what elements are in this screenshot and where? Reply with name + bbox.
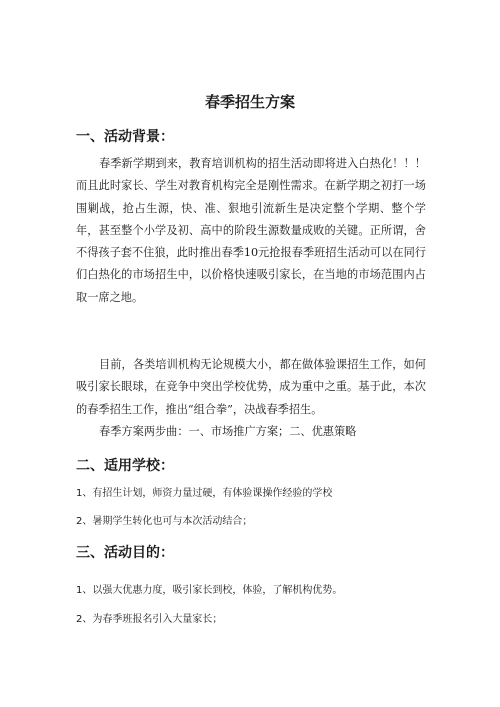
section-heading-objectives: 三、活动目的： [76,545,174,561]
document-title: 春季招生方案 [204,93,295,111]
background-paragraph-1: 春季新学期到来，教育培训机构的招生活动即将进入白热化！！！而且此时家长、学生对教育机构完全是刚性需求。在新学期之初打一场围剿战，抢占生源，快、准、狠地引流新生是决定整个学期、整个学年，甚至整个小学及初、高中的阶段生源数量成败的关键。正所谓，舍不得孩子套不住狼，此时推出春季10元抢报春季班招生活动可以在同行们白热化的市场招生中，以价格快速吸引家长，在当地的市场范围内占取一席之地。 [76,157,426,304]
section-heading-background: 一、活动背景： [76,129,174,145]
applicable-schools-item-1: 1、有招生计划，师资力量过硬，有体验课操作经验的学校 [76,488,333,499]
applicable-schools-item-2: 2、暑期学生转化也可与本次活动结合； [76,516,253,527]
objectives-item-2: 2、为春季班报名引入大量家长； [76,614,223,625]
background-paragraph-2: 目前，各类培训机构无论规模大小，都在做体验课招生工作，如何吸引家长眼球，在竞争中突出学校优势，成为重中之重。基于此，本次的春季招生工作，推出“组合拳”，决战春季招生。 [76,358,426,416]
objectives-item-1: 1、以强大优惠力度，吸引家长到校，体验，了解机构优势。 [76,585,343,596]
background-paragraph-3: 春季方案两步曲：一、市场推广方案；二、优惠策略 [99,425,357,438]
section-heading-applicable-schools: 二、适用学校： [76,458,174,474]
